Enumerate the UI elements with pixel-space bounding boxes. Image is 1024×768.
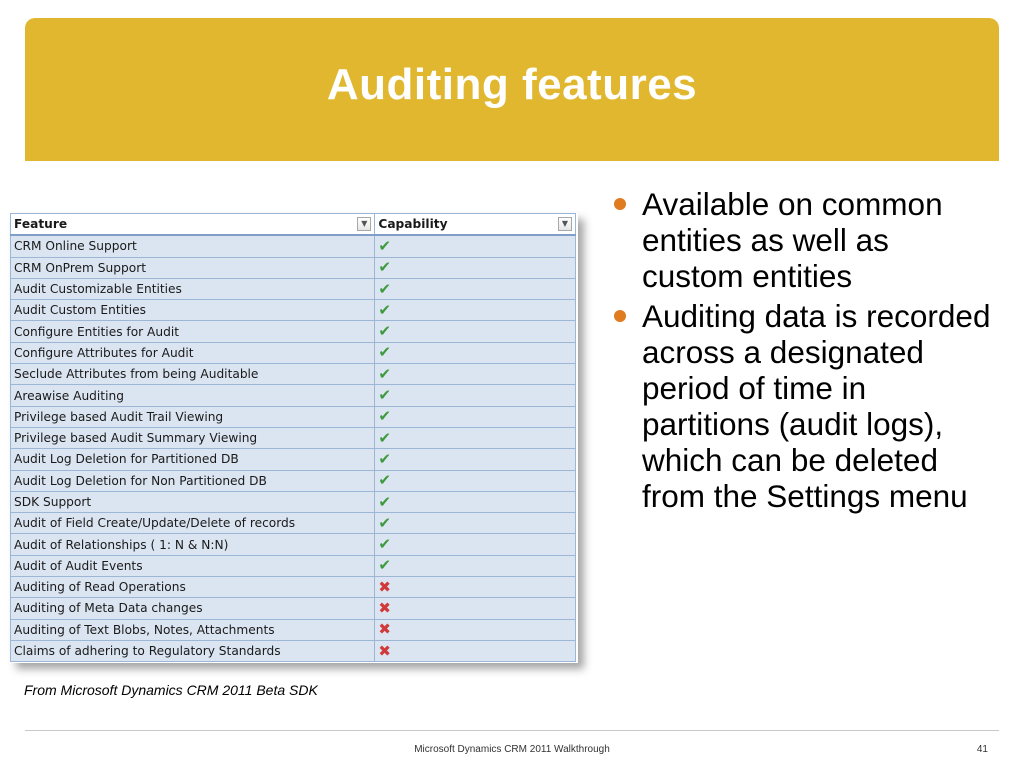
capability-cell xyxy=(375,470,576,491)
table-row xyxy=(11,513,576,534)
feature-cell: Audit Log Deletion for Non Partitioned DB xyxy=(11,470,375,491)
table-row xyxy=(11,619,576,640)
feature-cell: Audit of Field Create/Update/Delete of records xyxy=(11,513,375,534)
table-row xyxy=(11,364,576,385)
feature-cell: Auditing of Meta Data changes xyxy=(11,598,375,619)
checkmark-icon: ✔ xyxy=(378,279,391,298)
checkmark-icon: ✔ xyxy=(378,535,391,554)
feature-cell: Seclude Attributes from being Auditable xyxy=(11,364,375,385)
capability-cell xyxy=(375,598,576,619)
feature-cell: Configure Attributes for Audit xyxy=(11,342,375,363)
table-row xyxy=(11,257,576,278)
capability-cell xyxy=(375,406,576,427)
bullet-list xyxy=(614,186,994,518)
table-caption: From Microsoft Dynamics CRM 2011 Beta SDK xyxy=(24,682,318,698)
feature-cell: Audit Customizable Entities xyxy=(11,278,375,299)
title-bar xyxy=(25,18,999,161)
table-row xyxy=(11,278,576,299)
table-row xyxy=(11,598,576,619)
table-header-row xyxy=(11,214,576,236)
feature-table-image xyxy=(10,213,578,663)
table-row xyxy=(11,449,576,470)
checkmark-icon: ✔ xyxy=(378,513,391,532)
bullet-item xyxy=(614,186,994,294)
table-row xyxy=(11,534,576,555)
bullet-dot-icon xyxy=(614,310,626,322)
header-capability xyxy=(375,214,576,236)
bullet-dot-icon xyxy=(614,198,626,210)
table-row xyxy=(11,427,576,448)
feature-cell: CRM Online Support xyxy=(11,235,375,257)
capability-cell xyxy=(375,257,576,278)
table-row xyxy=(11,235,576,257)
table-row xyxy=(11,342,576,363)
capability-cell xyxy=(375,577,576,598)
feature-cell: Audit of Relationships ( 1: N & N:N) xyxy=(11,534,375,555)
table-row xyxy=(11,300,576,321)
table-row xyxy=(11,470,576,491)
capability-cell xyxy=(375,640,576,661)
filter-dropdown-icon: ▼ xyxy=(357,217,371,231)
table-row xyxy=(11,406,576,427)
feature-cell: Audit Log Deletion for Partitioned DB xyxy=(11,449,375,470)
capability-cell xyxy=(375,491,576,512)
table-row xyxy=(11,321,576,342)
checkmark-icon: ✔ xyxy=(378,449,391,468)
checkmark-icon: ✔ xyxy=(378,236,391,255)
feature-cell: Privilege based Audit Trail Viewing xyxy=(11,406,375,427)
capability-cell xyxy=(375,235,576,257)
checkmark-icon: ✔ xyxy=(378,258,391,277)
checkmark-icon: ✔ xyxy=(378,364,391,383)
capability-cell xyxy=(375,427,576,448)
feature-cell: Auditing of Read Operations xyxy=(11,577,375,598)
feature-cell: SDK Support xyxy=(11,491,375,512)
feature-cell: Audit Custom Entities xyxy=(11,300,375,321)
feature-cell: Configure Entities for Audit xyxy=(11,321,375,342)
table-row xyxy=(11,555,576,576)
capability-cell xyxy=(375,534,576,555)
feature-cell: Claims of adhering to Regulatory Standards xyxy=(11,640,375,661)
cross-icon: ✖ xyxy=(378,577,391,596)
checkmark-icon: ✔ xyxy=(378,471,391,490)
filter-dropdown-icon: ▼ xyxy=(558,217,572,231)
table-row xyxy=(11,640,576,661)
slide-title: Auditing features xyxy=(326,59,698,109)
page-number: 41 xyxy=(976,744,988,755)
cross-icon: ✖ xyxy=(378,598,391,617)
bullet-text: Auditing data is recorded across a designated period of time in partitions (audit logs), which can be deleted from the Settings menu xyxy=(642,298,991,514)
feature-cell: CRM OnPrem Support xyxy=(11,257,375,278)
capability-cell xyxy=(375,555,576,576)
table-row xyxy=(11,491,576,512)
capability-cell xyxy=(375,449,576,470)
checkmark-icon: ✔ xyxy=(378,343,391,362)
feature-cell: Privilege based Audit Summary Viewing xyxy=(11,427,375,448)
cross-icon: ✖ xyxy=(378,620,391,639)
capability-cell xyxy=(375,364,576,385)
footer-divider xyxy=(25,730,999,731)
footer-text: Microsoft Dynamics CRM 2011 Walkthrough xyxy=(414,744,610,755)
capability-cell xyxy=(375,513,576,534)
bullet-text: Available on common entities as well as custom entities xyxy=(642,186,943,294)
capability-cell xyxy=(375,385,576,406)
capability-cell xyxy=(375,619,576,640)
table-row xyxy=(11,577,576,598)
table-body xyxy=(11,235,576,661)
checkmark-icon: ✔ xyxy=(378,407,391,426)
checkmark-icon: ✔ xyxy=(378,556,391,575)
capability-cell xyxy=(375,321,576,342)
checkmark-icon: ✔ xyxy=(378,428,391,447)
table-row xyxy=(11,385,576,406)
feature-table xyxy=(10,213,576,662)
checkmark-icon: ✔ xyxy=(378,386,391,405)
bullet-item xyxy=(614,298,994,514)
header-capability-label: Capability xyxy=(378,217,448,232)
checkmark-icon: ✔ xyxy=(378,492,391,511)
header-feature-label: Feature xyxy=(14,217,68,232)
feature-cell: Audit of Audit Events xyxy=(11,555,375,576)
checkmark-icon: ✔ xyxy=(378,322,391,341)
capability-cell xyxy=(375,300,576,321)
feature-cell: Auditing of Text Blobs, Notes, Attachments xyxy=(11,619,375,640)
feature-cell: Areawise Auditing xyxy=(11,385,375,406)
cross-icon: ✖ xyxy=(378,641,391,660)
header-feature xyxy=(11,214,375,236)
capability-cell xyxy=(375,278,576,299)
capability-cell xyxy=(375,342,576,363)
checkmark-icon: ✔ xyxy=(378,300,391,319)
